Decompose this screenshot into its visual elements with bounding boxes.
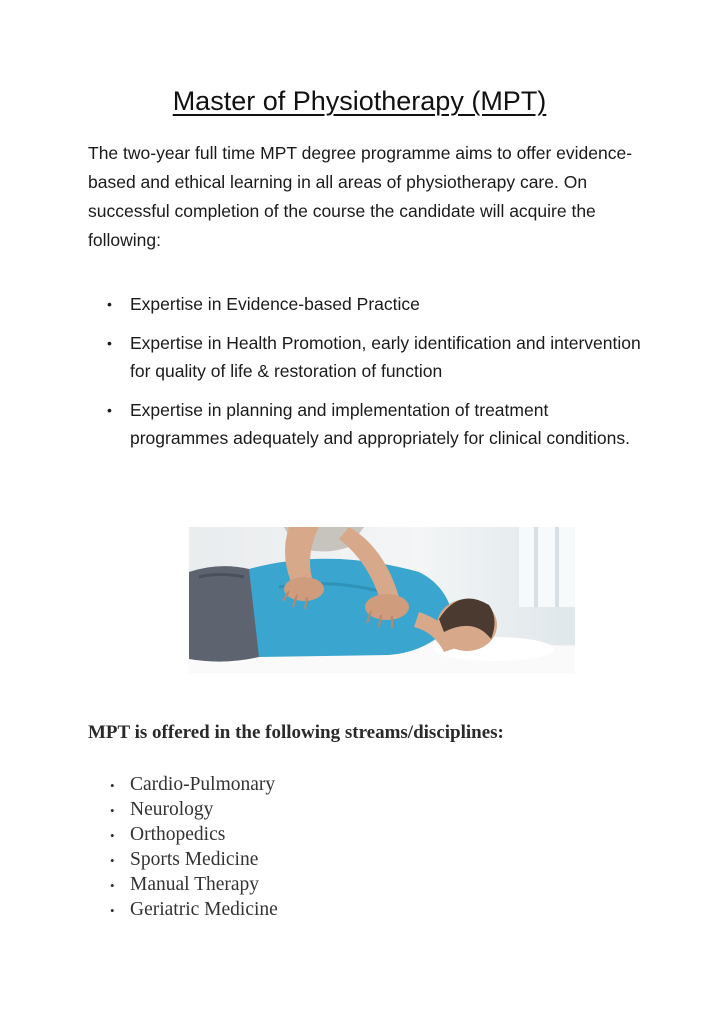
- list-item-text: Cardio-Pulmonary: [130, 774, 276, 795]
- bullet-icon: •: [110, 903, 115, 918]
- bullet-icon: •: [110, 803, 115, 818]
- list-item: [110, 847, 278, 872]
- list-item: [107, 329, 647, 386]
- list-item: [107, 396, 647, 453]
- bullet-icon: •: [110, 878, 115, 893]
- therapist-treating-patient-illustration: [189, 527, 575, 674]
- list-item: [110, 822, 278, 847]
- list-item: [107, 290, 647, 319]
- bullet-icon: •: [110, 778, 115, 793]
- bullet-icon: •: [110, 853, 115, 868]
- list-item-text: Neurology: [130, 799, 214, 820]
- page-title: Master of Physiotherapy (MPT): [172, 86, 547, 116]
- list-item: [110, 797, 278, 822]
- bullet-icon: •: [107, 334, 112, 351]
- list-item-text: Expertise in Health Promotion, early identification and intervention for quality of life & restoration of function: [130, 332, 641, 381]
- streams-heading: MPT is offered in the following streams/disciplines:: [88, 722, 504, 743]
- expertise-list: [107, 290, 647, 463]
- list-item-text: Sports Medicine: [130, 849, 259, 870]
- bullet-icon: •: [107, 401, 112, 418]
- list-item-text: Geriatric Medicine: [130, 899, 278, 920]
- streams-list: [110, 772, 278, 922]
- bullet-icon: •: [110, 828, 115, 843]
- list-item-text: Expertise in Evidence-based Practice: [130, 294, 420, 314]
- list-item: [110, 897, 278, 922]
- list-item-text: Orthopedics: [130, 824, 226, 845]
- intro-paragraph: The two-year full time MPT degree programme aims to offer evidence-based and ethical learning in all areas of physiotherapy care. On successful completion of the course the candidate will acquire the following:: [88, 143, 633, 250]
- list-item-text: Manual Therapy: [130, 874, 260, 895]
- bullet-icon: •: [107, 296, 112, 312]
- physiotherapy-photo: [189, 527, 575, 674]
- list-item-text: Expertise in planning and implementation of treatment programmes adequately and appropriately for clinical conditions.: [130, 399, 630, 448]
- list-item: [110, 772, 278, 797]
- list-item: [110, 872, 278, 897]
